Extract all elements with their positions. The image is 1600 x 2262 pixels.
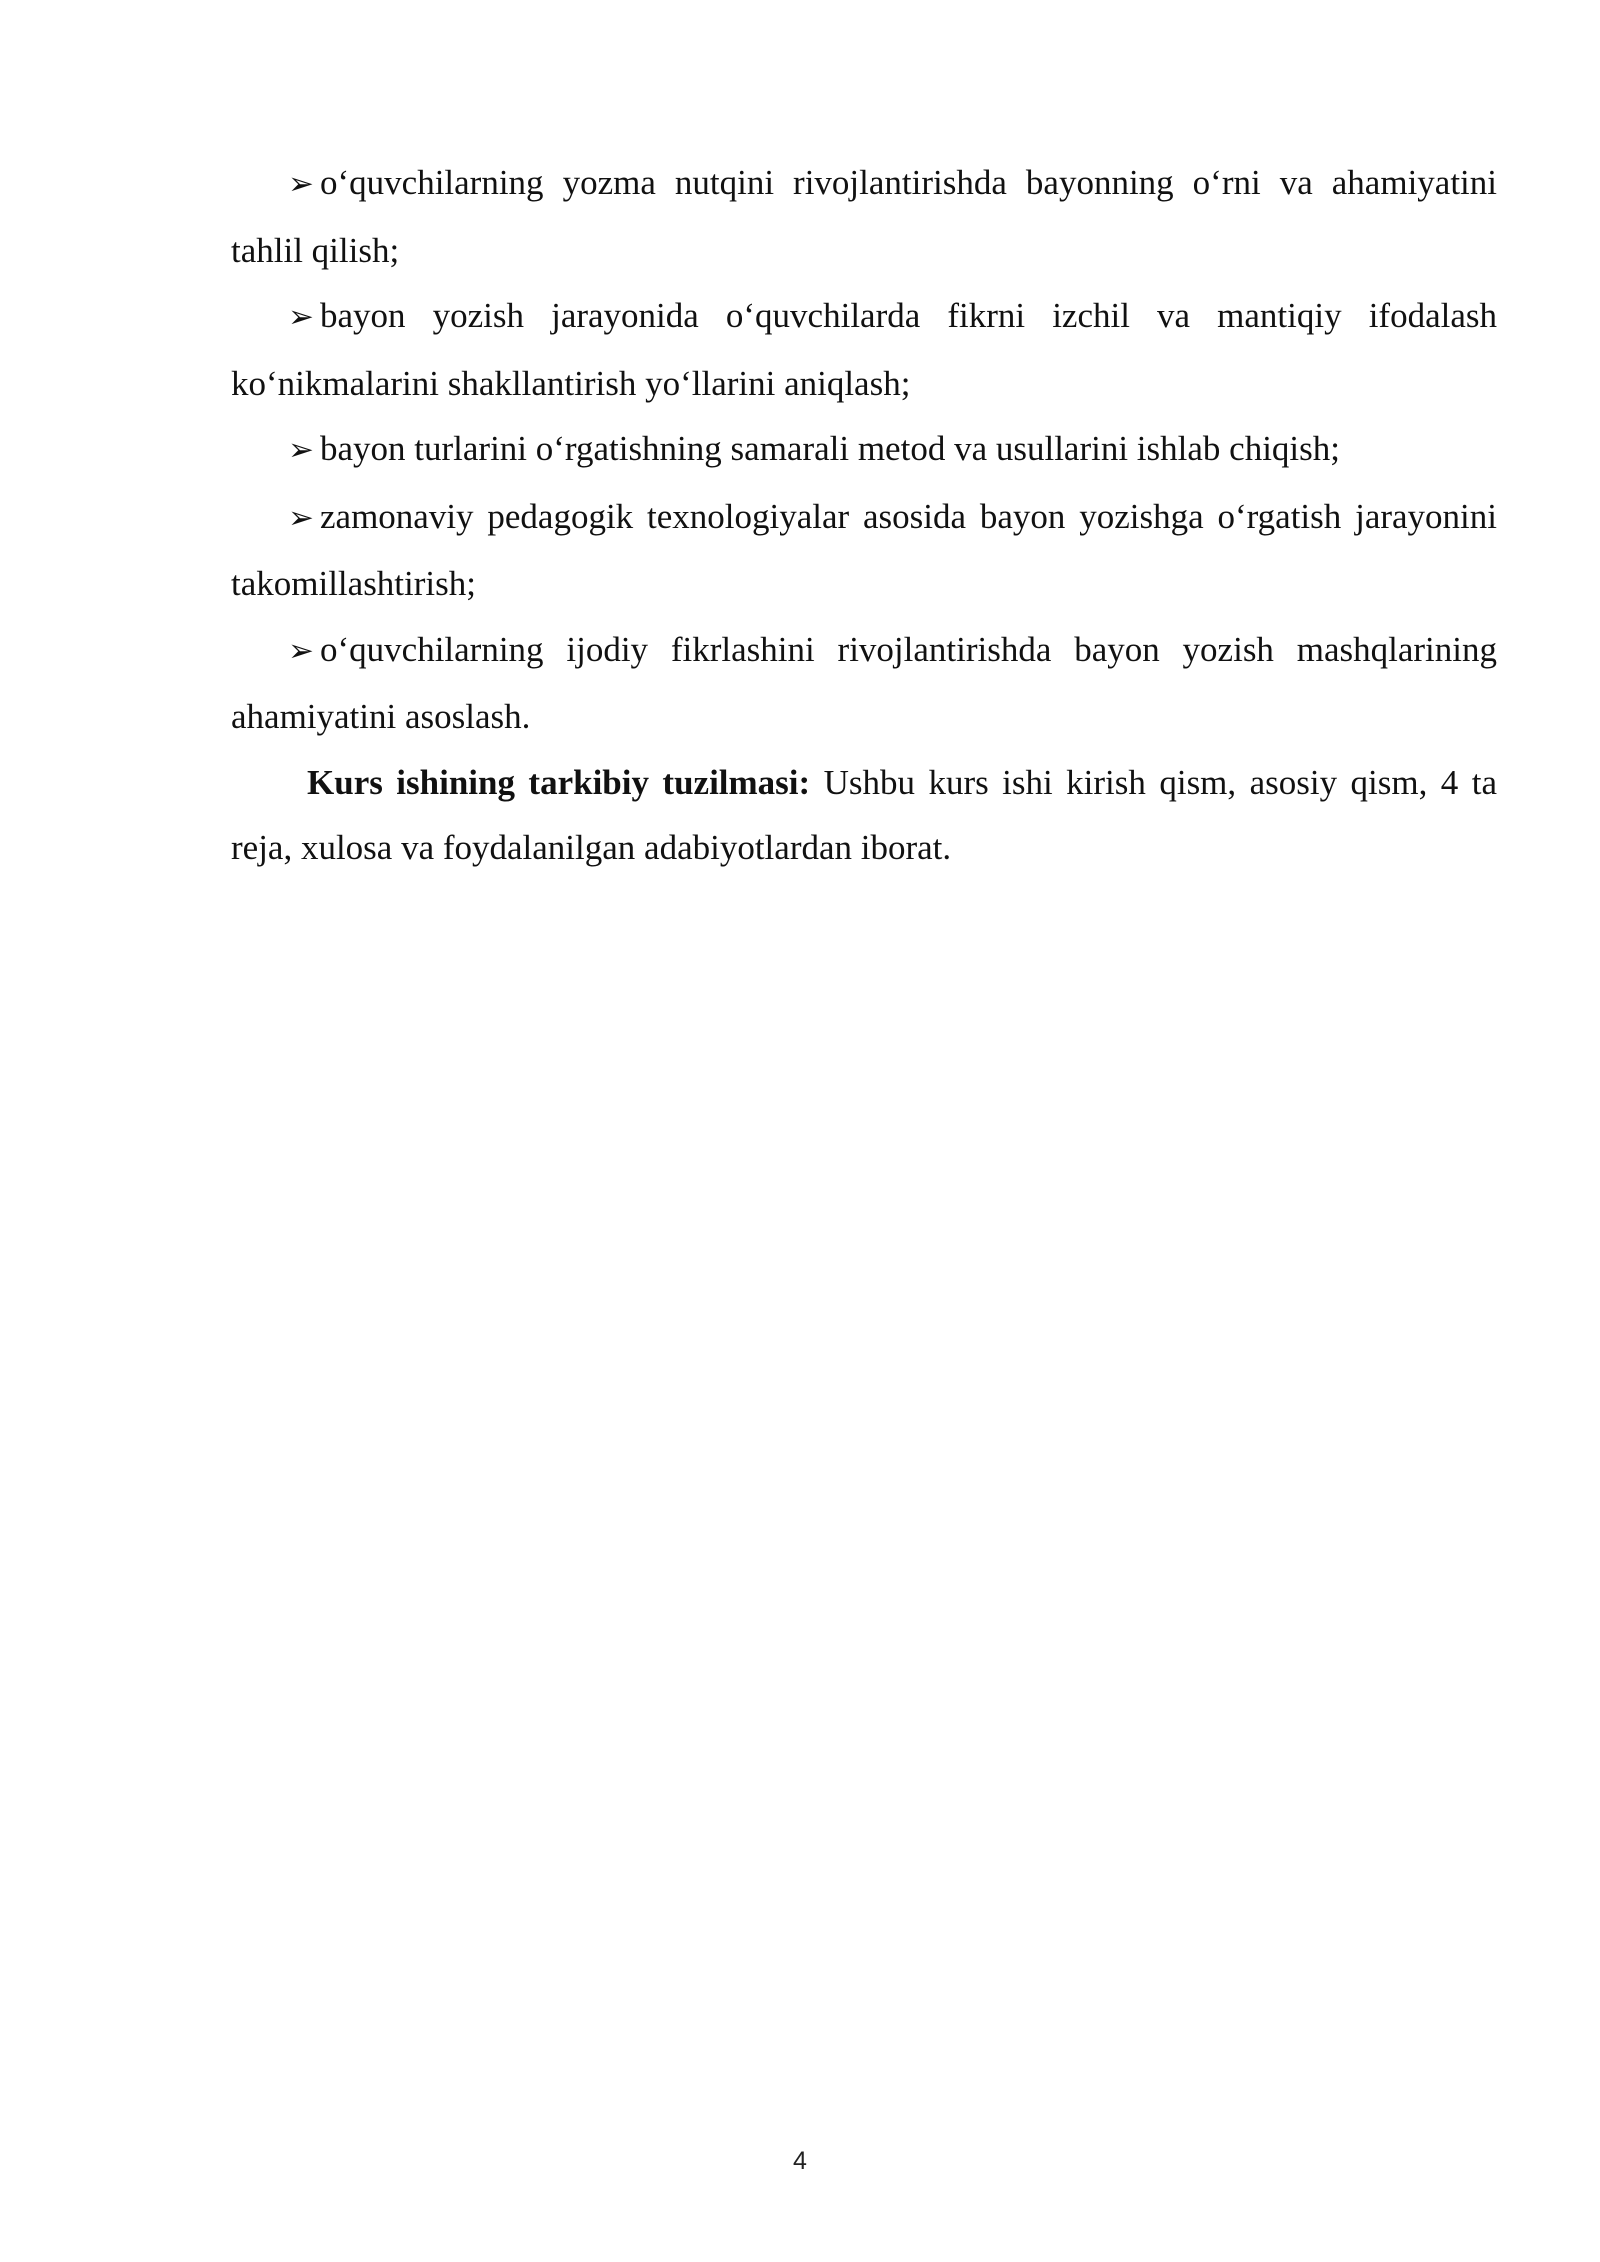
arrowhead-bullet-icon: ➢ (288, 299, 314, 335)
structure-paragraph (231, 750, 1497, 881)
bullet-item (231, 617, 1497, 750)
arrowhead-bullet-icon: ➢ (288, 432, 314, 468)
arrowhead-bullet-icon: ➢ (288, 632, 314, 669)
arrowhead-bullet-icon: ➢ (288, 166, 314, 202)
bullet-item (231, 150, 1497, 283)
page-number: 4 (793, 2147, 807, 2175)
bullet-text: bayon turlarini o‘rgatishning samarali metod va usullarini ishlab chiqish; (320, 429, 1340, 468)
arrowhead-bullet-icon: ➢ (288, 499, 314, 536)
page-content (231, 150, 1497, 881)
bullet-text: bayon yozish jarayonida o‘quvchilarda fikrni izchil va mantiqiy ifodalash ko‘nikmalarini shakllantirish yo‘llarini aniqlash; (231, 296, 1497, 403)
bullet-text: o‘quvchilarning yozma nutqini rivojlantirishda bayonning o‘rni va ahamiyatini tahlil qilish; (231, 163, 1497, 270)
bullet-text: o‘quvchilarning ijodiy fikrlashini rivojlantirishda bayon yozish mashqlarining ahamiyatini asoslash. (231, 629, 1497, 736)
structure-text: Ushbu kurs ishi kirish qism, asosiy qism, 4 ta reja, xulosa va foydalanilgan adabiyotlardan iborat. (231, 762, 1497, 867)
bullet-item (231, 283, 1497, 416)
bullet-item (231, 484, 1497, 617)
bullet-item (231, 416, 1497, 484)
bullet-text: zamonaviy pedagogik texnologiyalar asosida bayon yozishga o‘rgatish jarayonini takomillashtirish; (231, 496, 1497, 603)
structure-label: Kurs ishining tarkibiy tuzilmasi: (307, 762, 811, 802)
